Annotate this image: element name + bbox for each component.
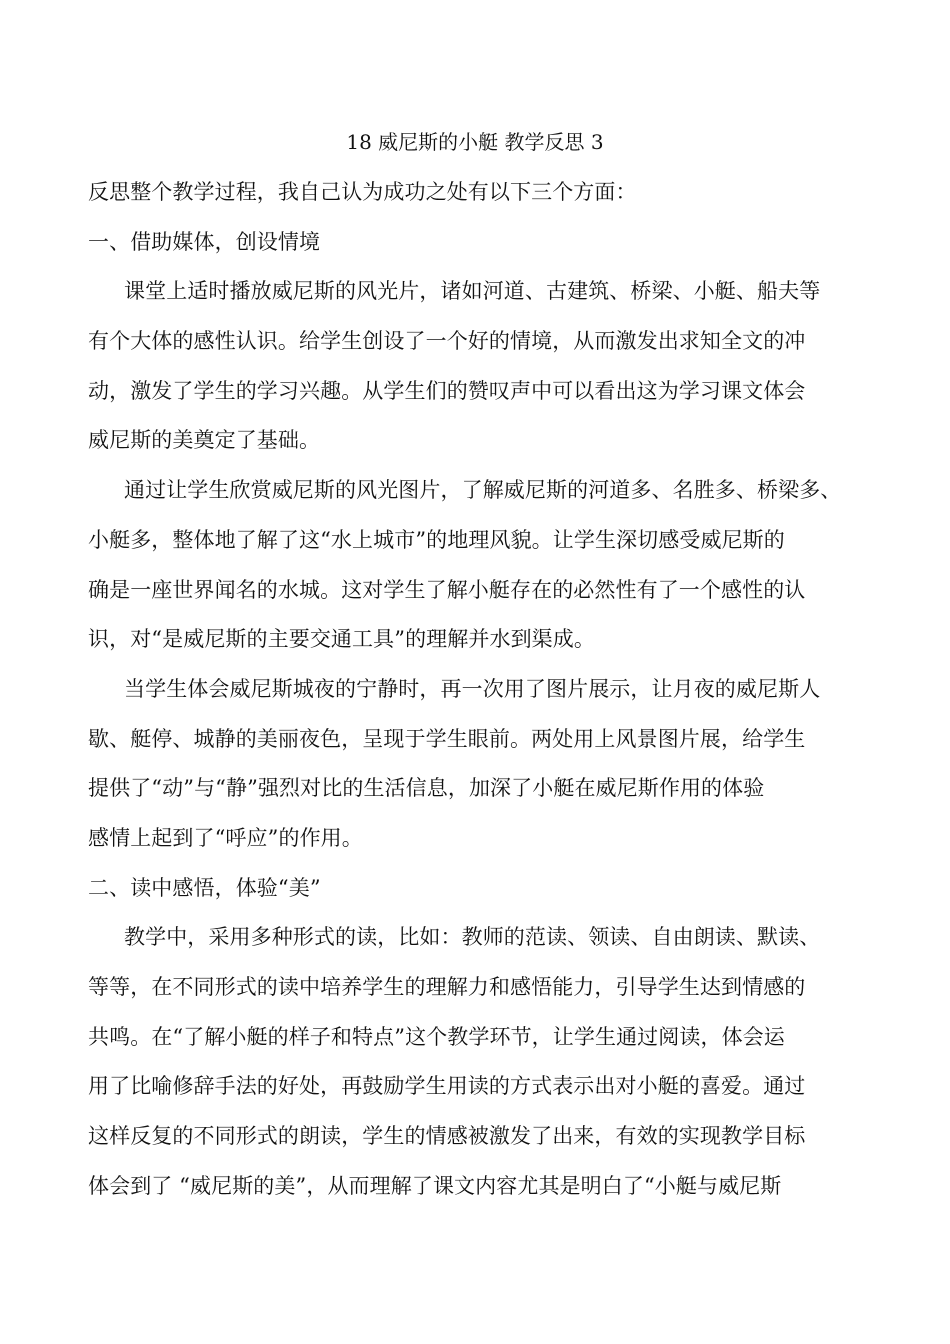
text-line: 教学中，采用多种形式的读，比如：教师的范读、领读、自由朗读、默读、 <box>124 925 821 950</box>
document-body <box>88 177 866 1220</box>
text-line: 小艇多，整体地了解了这“水上城市”的地理风貌。让学生深切感受威尼斯的 <box>88 527 785 552</box>
text-line: 当学生体会威尼斯城夜的宁静时，再一次用了图片展示，让月夜的威尼斯人 <box>124 676 821 701</box>
text-line: 有个大体的感性认识。给学生创设了一个好的情境，从而激发出求知全文的冲 <box>88 329 806 354</box>
text-line: 用了比喻修辞手法的好处，再鼓励学生用读的方式表示出对小艇的喜爱。通过 <box>88 1074 806 1099</box>
text-line: 歇、艇停、城静的美丽夜色，呈现于学生眼前。两处用上风景图片展，给学生 <box>88 726 806 751</box>
text-line: 共鸣。在“了解小艇的样子和特点”这个教学环节，让学生通过阅读，体会运 <box>88 1024 785 1049</box>
text-line: 二、读中感悟，体验“美” <box>88 875 321 900</box>
text-line: 反思整个教学过程，我自己认为成功之处有以下三个方面： <box>88 180 637 204</box>
text-line: 体会到了 “威尼斯的美”，从而理解了课文内容尤其是明白了“小艇与威尼斯 <box>88 1173 782 1198</box>
text-line: 一、借助媒体，创设情境 <box>88 229 321 254</box>
text-line: 动，激发了学生的学习兴趣。从学生们的赞叹声中可以看出这为学习课文体会 <box>88 378 806 403</box>
text-line: 感情上起到了“呼应”的作用。 <box>88 825 363 850</box>
text-line: 等等，在不同形式的读中培养学生的理解力和感悟能力，引导学生达到情感的 <box>88 975 806 999</box>
text-line: 威尼斯的美奠定了基础。 <box>88 428 321 453</box>
text-line: 提供了“动”与“静”强烈对比的生活信息，加深了小艇在威尼斯作用的体验 <box>88 776 765 801</box>
text-line: 通过让学生欣赏威尼斯的风光图片，了解威尼斯的河道多、名胜多、桥梁多、 <box>124 478 842 503</box>
text-line: 确是一座世界闻名的水城。这对学生了解小艇存在的必然性有了一个感性的认 <box>88 577 806 602</box>
text-line: 识，对“是威尼斯的主要交通工具”的理解并水到渠成。 <box>88 627 595 652</box>
document-title: 18 威尼斯的小艇 教学反思 3 <box>346 130 604 154</box>
text-line: 这样反复的不同形式的朗读，学生的情感被激发了出来，有效的实现教学目标 <box>88 1124 806 1149</box>
text-line: 课堂上适时播放威尼斯的风光片，诸如河道、古建筑、桥梁、小艇、船夫等 <box>124 279 821 304</box>
